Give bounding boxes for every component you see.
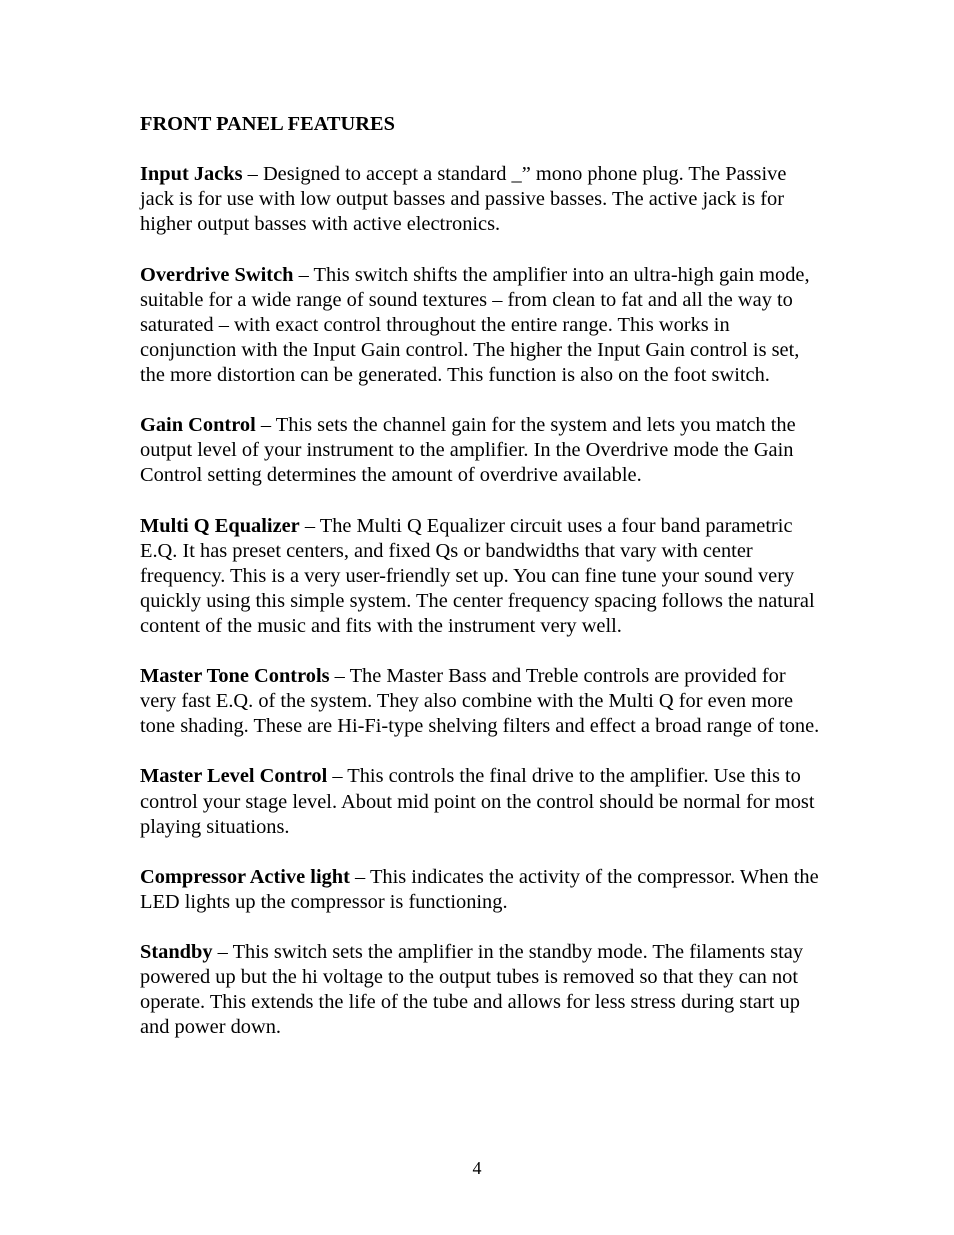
section-text: – This switch shifts the amplifier into an ultra-high gain mode, suitable for a wide range of sound textures – from clean to fat and all the way to saturated – with exact control throughout the entire range. This works in conjunction with the Input Gain control. The higher the Input Gain control is set, the more distortion can be generated. This function is also on the foot switch. bbox=[140, 263, 810, 386]
section-master-level-control bbox=[140, 764, 820, 839]
section-term: Input Jacks bbox=[140, 163, 243, 186]
section-term: Master Level Control bbox=[140, 765, 328, 788]
page-heading: FRONT PANEL FEATURES bbox=[140, 113, 395, 135]
section-term: Compressor Active light bbox=[140, 865, 350, 888]
section-term: Overdrive Switch bbox=[140, 263, 294, 286]
section-term: Multi Q Equalizer bbox=[140, 514, 300, 537]
section-text: – This indicates the activity of the compressor. When the LED lights up the compressor is functioning. bbox=[140, 865, 819, 913]
section-text: – The Multi Q Equalizer circuit uses a four band parametric E.Q. It has preset centers, and fixed Qs or bandwidths that vary with center frequency. This is a very user-friendly set up. You can fine tune your sound very quickly using this simple system. The center frequency spacing follows the natural content of the music and fits with the instrument very well. bbox=[140, 514, 815, 637]
section-text: – Designed to accept a standard _” mono phone plug. The Passive jack is for use with low output basses and passive basses. The active jack is for higher output basses with active electronics. bbox=[140, 163, 787, 236]
section-term: Gain Control bbox=[140, 414, 256, 437]
section-gain-control bbox=[140, 413, 820, 488]
document-body bbox=[140, 112, 820, 1066]
section-text: – This controls the final drive to the amplifier. Use this to control your stage level. About mid point on the control should be normal for most playing situations. bbox=[140, 765, 815, 838]
section-term: Master Tone Controls bbox=[140, 665, 330, 688]
page-number: 4 bbox=[472, 1158, 482, 1178]
section-standby bbox=[140, 940, 820, 1040]
section-text: – This sets the channel gain for the system and lets you match the output level of your instrument to the amplifier. In the Overdrive mode the Gain Control setting determines the amount of overdrive available. bbox=[140, 414, 796, 487]
section-text: – The Master Bass and Treble controls are provided for very fast E.Q. of the system. They also combine with the Multi Q for even more tone shading. These are Hi-Fi-type shelving filters and effect a broad range of tone. bbox=[140, 665, 820, 738]
section-multi-q-equalizer bbox=[140, 514, 820, 639]
section-text: – This switch sets the amplifier in the standby mode. The filaments stay powered up but the hi voltage to the output tubes is removed so that they can not operate. This extends the life of the tube and allows for less stress during start up and power down. bbox=[140, 941, 804, 1039]
section-master-tone-controls bbox=[140, 664, 820, 739]
section-input-jacks bbox=[140, 162, 820, 237]
section-overdrive-switch bbox=[140, 263, 820, 388]
section-term: Standby bbox=[140, 941, 213, 964]
section-compressor-active-light bbox=[140, 865, 820, 915]
